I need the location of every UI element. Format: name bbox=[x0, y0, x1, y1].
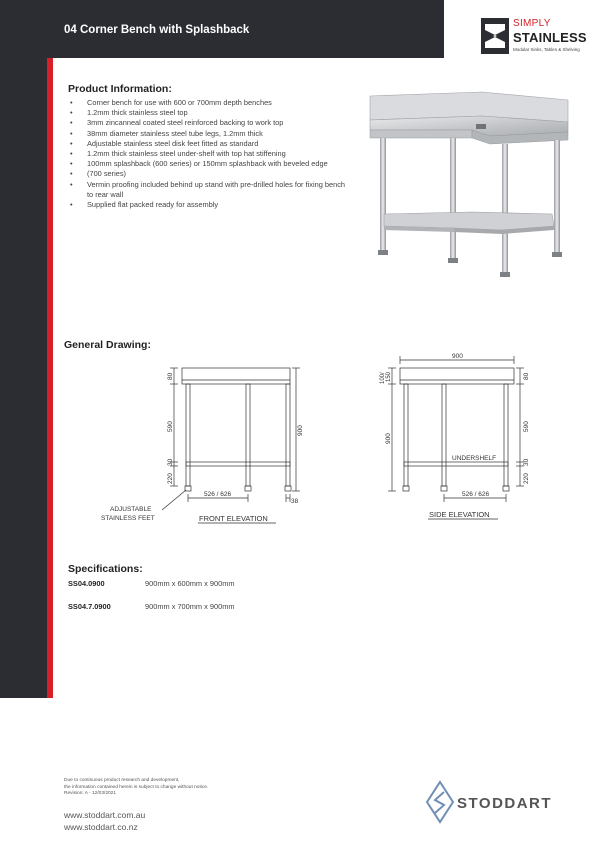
front-dim-feet: 38 bbox=[291, 498, 299, 505]
feet-label-2: STAINLESS FEET bbox=[101, 515, 155, 522]
disclaimer-line: the information contained herein is subject to change without notice. bbox=[64, 784, 209, 790]
disclaimer-line: Due to continuous product research and development, bbox=[64, 778, 180, 783]
front-dim-width: 526 / 626 bbox=[204, 491, 232, 498]
front-dim-total: 900 bbox=[297, 425, 304, 436]
list-item: • 3mm zincanneal coated steel reinforced backing to work top bbox=[68, 118, 348, 128]
front-dim-lower: 220 bbox=[167, 473, 174, 484]
brand-logo bbox=[481, 18, 591, 58]
stoddart-wordmark: STODDART bbox=[457, 795, 553, 812]
general-drawing bbox=[90, 352, 560, 532]
undershelf-label: UNDERSHELF bbox=[452, 455, 497, 462]
front-caption: FRONT ELEVATION bbox=[199, 514, 268, 523]
spec-code: SS04.0900 bbox=[68, 579, 105, 588]
spec-code: SS04.7.0900 bbox=[68, 602, 111, 611]
spec-dims: 900mm x 700mm x 900mm bbox=[145, 602, 235, 611]
list-item: • (700 series) bbox=[68, 169, 348, 179]
simply-stainless-s-icon bbox=[481, 18, 509, 54]
side-dim-lower: 220 bbox=[523, 473, 530, 484]
red-stripe bbox=[47, 58, 53, 698]
side-dim-splash-l2: 150 bbox=[386, 371, 392, 382]
brand-stainless: STAINLESS bbox=[513, 30, 587, 45]
front-dim-shelf: 30 bbox=[167, 458, 174, 466]
disclaimer bbox=[64, 778, 208, 798]
list-item: • Adjustable stainless steel disk feet fitted as standard bbox=[68, 139, 348, 149]
general-drawing-title: General Drawing: bbox=[64, 339, 151, 351]
product-info-title: Product Information: bbox=[68, 83, 172, 95]
side-band bbox=[0, 58, 47, 698]
front-dim-upper: 590 bbox=[167, 421, 174, 432]
list-item: • Supplied flat packed ready for assembly bbox=[68, 200, 348, 210]
product-photo bbox=[362, 90, 572, 280]
list-item: • 100mm splashback (600 series) or 150mm splashback with beveled edge bbox=[68, 159, 348, 169]
list-item: • 1.2mm thick stainless steel top bbox=[68, 108, 348, 118]
side-dim-shelf: 30 bbox=[523, 458, 530, 466]
spec-dims: 900mm x 600mm x 900mm bbox=[145, 579, 235, 588]
front-dim-splash: 80 bbox=[167, 372, 174, 380]
list-item: • 1.2mm thick stainless steel under-shelf with top hat stiffening bbox=[68, 149, 348, 159]
product-info-list bbox=[68, 98, 348, 210]
brand-simply: SIMPLY bbox=[513, 18, 551, 29]
brand-tagline: Modular Sinks, Tables & Shelving bbox=[513, 47, 580, 52]
side-dim-base: 526 / 626 bbox=[462, 491, 490, 498]
website-nz-link[interactable]: www.stoddart.co.nz bbox=[64, 822, 138, 832]
list-item: • Vermin proofing included behind up stand with pre-drilled holes for fixing bench to rear wall bbox=[68, 180, 348, 200]
side-dim-total: 900 bbox=[385, 433, 392, 444]
stoddart-diamond-icon bbox=[425, 780, 455, 824]
page-title: 04 Corner Bench with Splashback bbox=[64, 24, 250, 36]
stoddart-logo bbox=[425, 780, 585, 824]
feet-label-1: ADJUSTABLE bbox=[110, 506, 152, 513]
website-au-link[interactable]: www.stoddart.com.au bbox=[64, 810, 146, 820]
list-item: • Corner bench for use with 600 or 700mm depth benches bbox=[68, 98, 348, 108]
side-dim-splash-l1: 100/ bbox=[380, 372, 386, 384]
side-dim-splash-r: 80 bbox=[523, 372, 530, 380]
specifications-title: Specifications: bbox=[68, 563, 143, 575]
list-item: • 38mm diameter stainless steel tube legs, 1.2mm thick bbox=[68, 129, 348, 139]
side-dim-upper: 590 bbox=[523, 421, 530, 432]
side-dim-width: 900 bbox=[452, 353, 463, 360]
side-caption: SIDE ELEVATION bbox=[429, 510, 490, 519]
revision: Revision: A - 12/03/2021 bbox=[64, 791, 117, 796]
